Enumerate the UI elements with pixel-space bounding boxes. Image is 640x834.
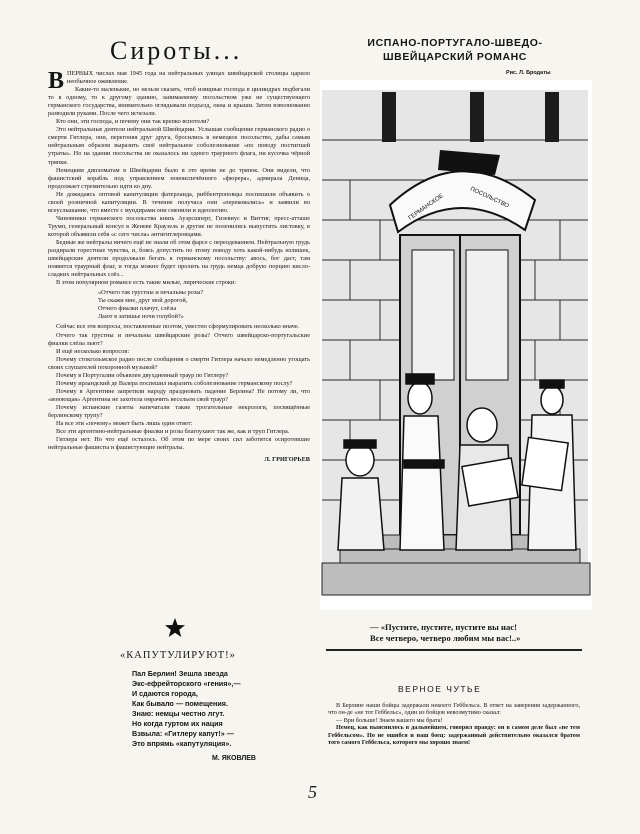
section-divider [326,649,582,651]
cartoon-title [328,36,582,64]
poem-line: Но когда гуртом их нация [132,719,223,728]
paragraph: Почему стокгольмское радио после сообщения о смерти Гитлера начало немедленно угощать своих слушателей похоронной музыкой? [48,355,310,371]
paragraph: Какие-то маленькие, но нельзя сказать, чтоб изящные господа в цилиндрах подбегали то к одному, то к другому зданию, занимаемому посольством уже не существующего германского государства, внимательно оглядывали подъезд, окна и крыши. Затем взволнованно разводили руками. После чего исчезали. [48,86,310,118]
caption-line: — «Пустите, пустите, пустите вы нас! [370,622,517,632]
cartoon-illustration [320,80,592,610]
paragraph: Чиновники германского посольства князь Ауэрсшперг, Гизевиус и Виттиг, пресс-атташе Трумп, генеральный консул в Женеве Краузель и другие не поленились выпустить листовку, в которой объявили себя «с сего числа» антигитлеровцами. [48,214,310,238]
paragraph: В Берлине наши бойцы задержали некоего Геббельса. В ответ на заверения задержанного, что он-де «не тот Геббельс», один из бойцов невозмутимо сказал: [328,702,580,717]
poem-line: И сдаются города, [132,689,198,698]
paragraph: Это нейтральные деятели нейтральной Швейцарии. Услышав сообщение германского радио о смерти Гитлера, они, перегоняя друг друга, бросились в немецкое посольство, дабы самым нейтральным образом выразить своё нейтральное соболезнование «по поводу постигшей утраты». Но на здании посольства не оказалось ни одного траурного флага, ни кусочка чёрной тряпки. [48,126,310,166]
verse-quote [48,289,310,321]
paragraph: И ещё несколько вопросов: [56,347,130,355]
poem-author: М. ЯКОВЛЕВ [212,755,256,762]
poem-line: Знаю: немцы честно лгут. [132,709,225,718]
article-title: Сироты... [110,36,243,65]
poem-title: «КАПУТУЛИРУЮТ!» [120,650,236,661]
sign-text-right: ПОСОЛЬСТВО [469,186,510,210]
paragraph: Сейчас все эти вопросы, поставленные поэтом, уместно сформулировать несколько иначе. [56,323,300,331]
artist-credit: Рис. Л. Бродаты [506,70,551,76]
poem-line: Пал Берлин! Зешла звезда [132,669,228,678]
paragraph: Немец, как выяснилось в дальнейшем, говорил правду: он в самом деле был «не тем Геббельсом». Но не ошибся и наш боец: задержанный действительно оказался братом того самого Геббельса, которого мы хорошо знаем! [328,724,580,747]
paragraph: Все эти аргентино-нейтральные фиалки и розы благоухают так же, как и труп Гитлера. [56,428,290,436]
caption-line: Все четверо, четверо любим мы вас!..» [370,633,521,643]
page-number: 5 [308,782,317,802]
sign-text-left: ГЕРМАНСКОЕ [407,193,445,222]
article-body [48,70,310,464]
cartoon-caption [370,622,585,644]
cartoon-title-line: ИСПАНО-ПОРТУГАЛО-ШВЕДО- [367,37,543,49]
paragraph: В этом популярном романсе есть такие милые, лирические строки: [56,279,237,287]
paragraph: Почему испанские газеты напечатали такие трогательные некрологи, посвящённые берлинскому трупу? [48,403,310,419]
paragraph: Кто они, эти господа, и почему они так крепко вспотели? [56,118,210,126]
paragraph: Гитлера нет. Но что ещё осталось. Об этом по мере своих сил заботятся осиротевшие нейтральные фашисты и фашистующие нейтралы. [48,436,310,452]
paragraph: Немецким дипломатам в Швейцарии было в это время не до тряпок. Они видели, что фашистский корабль под управлением новоиспечённого «фюрера», адмирала Деница, продолжает стремительно идти ко дну. [48,166,310,190]
paragraph: ВПЕРВЫХ числах мая 1945 года на нейтральных улицах швейцарской столицы царило необычное оживление. [48,68,310,94]
poem-body [132,669,257,749]
sheet-music [462,458,518,506]
paragraph: Отчего так грустны и печальны швейцарские розы? Отчего швейцарско-португальские фиалки слёзы льют? [48,331,310,347]
verse-line: Льют в затишье ночи голубой?» [98,313,184,321]
poem-line: Как бывало — помещения. [132,699,228,708]
star-icon [164,617,186,639]
paragraph: Почему в Португалии объявлен двухдневный траур по Гитлеру? [56,371,229,379]
bottom-article-title: ВЕРНОЕ ЧУТЬЕ [398,684,482,694]
article-signature: Л. ГРИГОРЬЕВ [264,456,310,464]
poem-line: Экс-ефрейторского «гения»,— [132,679,241,688]
poem-line: Взвыла: «Гитлеру капут!» — [132,729,234,738]
verse-line: Отчего фиалки плачут, слёзы [98,305,177,313]
cartoon-title-line: ШВЕЙЦАРСКИЙ РОМАНС [382,51,527,63]
drop-cap: В [48,68,65,94]
paragraph: Почему ирландский де Валера поспешил выразить соболезнование германскому послу? [56,379,293,387]
paragraph: — Ври больше! Знаем вашего мы брата! [336,716,443,724]
paragraph: На все эти «почему» может быть лишь один ответ: [56,420,193,428]
paragraph: Почему в Аргентине запретили народу праздновать падение Берлина? Не потому ли, что «воюющая» Аргентина не захотела омрачить весельем свой траур? [48,387,310,403]
bottom-article-body [328,702,580,746]
verse-line: Ты скажи мне, друг мой дорогой, [98,297,188,305]
paragraph: Бедные же нейтралы ничего ещё не знали об этом фарсе с переодеванием. Нейтральную грудь раздирали горестные чувства, и, боясь допустить по этому поводу хоть какой-нибудь излишек, швейцарские деятели продолжали бегать к германскому посольству: авось, бог даст, там появится траурный флаг, и тогда можно будет пролить на грудь немца добрую порцию кисло-сладких нейтральных слёз... [48,238,310,279]
sheet-music [522,437,568,490]
paragraph: Не дожидаясь оптовой капитуляции фатерланда, риббентроповцы поспешили объявить о своей розничной капитуляции. В течение получаса они «перековались» и заявили во всеуслышание, что вместе с мундирами они сменили и идеологию. [48,190,310,214]
verse-line: «Отчего так грустны и печальны розы? [98,289,204,297]
poem-line: Это впрямь «капутуляция». [132,739,232,748]
